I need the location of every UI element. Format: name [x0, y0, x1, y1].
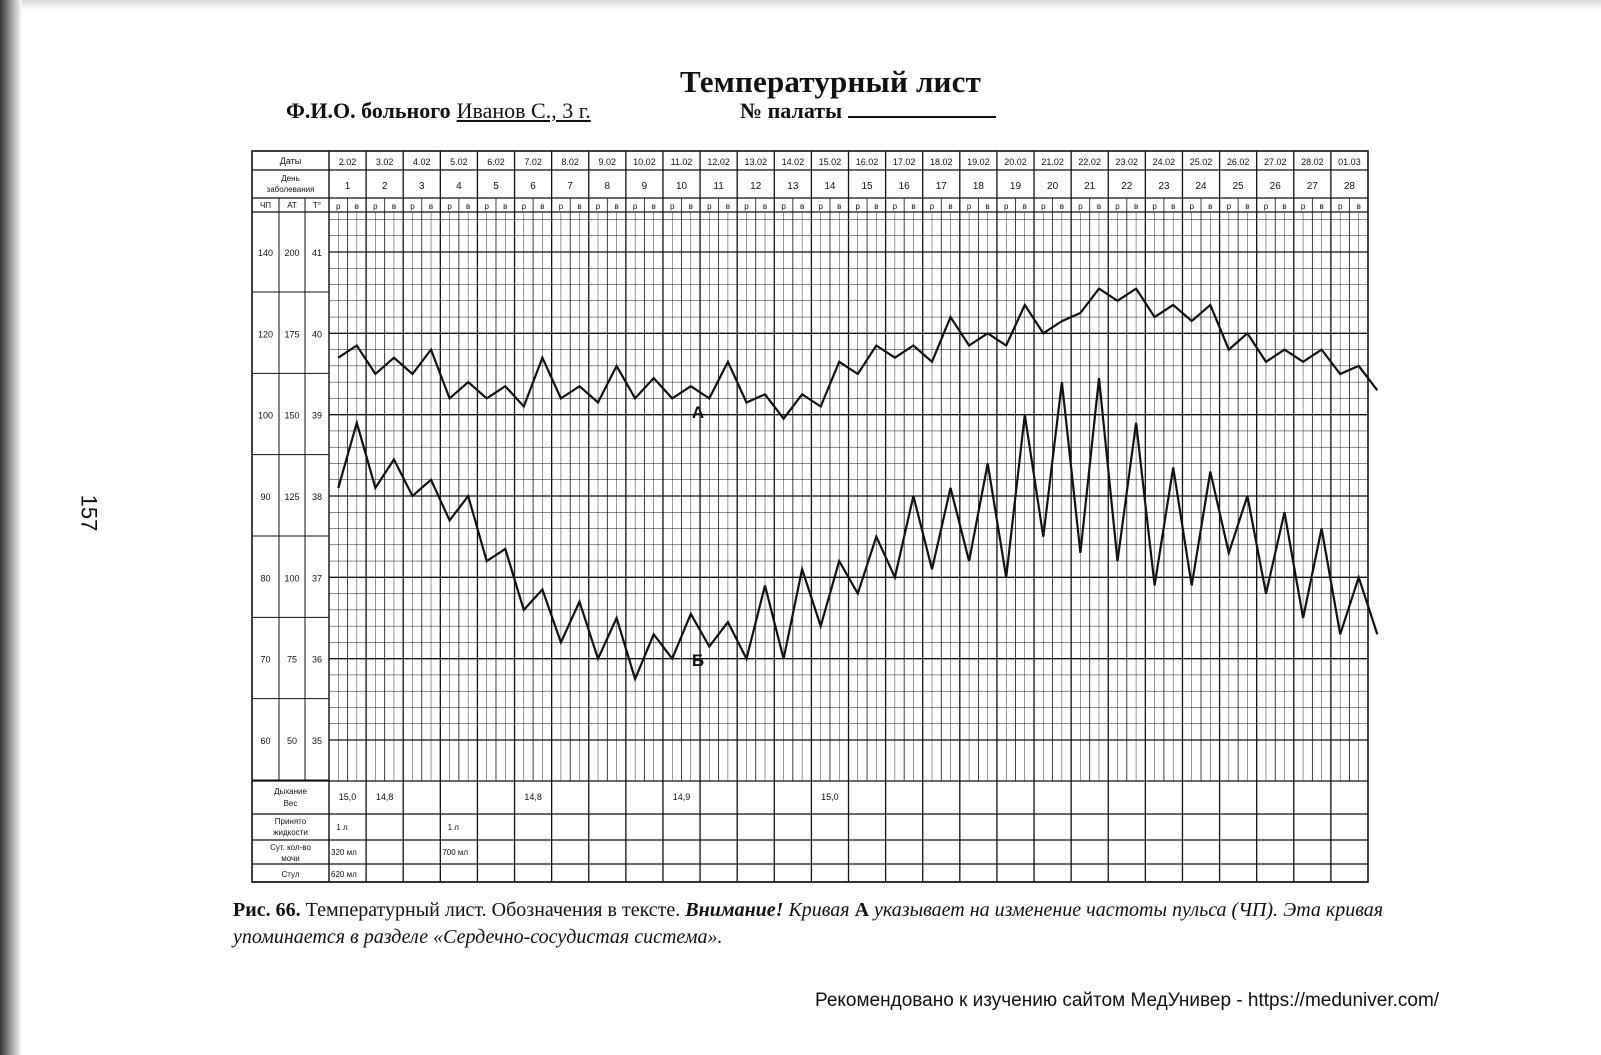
- caption-italic1: Кривая: [783, 899, 855, 921]
- label-stool: Стул: [281, 870, 300, 879]
- label-fluid-1: Принято: [274, 817, 307, 826]
- mark-evening: в: [762, 202, 768, 211]
- day-number-25: 25: [1232, 181, 1244, 192]
- scale-hr-120: 120: [257, 329, 274, 340]
- day-number-27: 27: [1306, 181, 1318, 192]
- urine-value: 320 мл: [331, 848, 357, 857]
- day-number-11: 11: [713, 181, 724, 192]
- scale-bp-150: 150: [284, 410, 300, 421]
- footer-note: Рекомендовано к изучению сайтом МедУнивер - https://meduniver.com/: [815, 990, 1440, 1011]
- day-number-20: 20: [1047, 181, 1059, 192]
- mark-evening: в: [1282, 202, 1287, 211]
- mark-evening: в: [428, 202, 434, 211]
- urine-value: 700 мл: [442, 848, 469, 857]
- day-number-10: 10: [675, 181, 688, 192]
- day-number-24: 24: [1195, 181, 1207, 192]
- date-label-1: 2.02: [338, 157, 357, 167]
- page-number: 157: [76, 494, 102, 532]
- label-day-1: День: [281, 174, 300, 183]
- date-label-15: 16.02: [855, 157, 879, 167]
- day-number-21: 21: [1084, 181, 1096, 192]
- scale-t-36: 36: [311, 654, 323, 665]
- mark-morning: р: [781, 202, 786, 211]
- scale-t-37: 37: [311, 573, 323, 584]
- label-hr: ЧП: [259, 201, 272, 210]
- date-label-8: 9.02: [598, 157, 617, 167]
- scale-hr-70: 70: [260, 654, 271, 665]
- date-label-14: 15.02: [818, 157, 842, 167]
- mark-morning: р: [484, 202, 489, 211]
- date-label-18: 19.02: [967, 157, 990, 167]
- breath-weight-value: 14,9: [672, 792, 691, 802]
- date-label-3: 4.02: [413, 157, 431, 167]
- date-label-19: 20.02: [1004, 157, 1027, 167]
- mark-morning: р: [410, 202, 415, 211]
- caption-bold-a: А: [854, 899, 870, 921]
- date-label-2: 3.02: [375, 157, 394, 167]
- mark-evening: в: [688, 202, 693, 211]
- date-label-24: 25.02: [1189, 157, 1213, 167]
- day-number-19: 19: [1009, 181, 1022, 192]
- day-number-9: 9: [641, 181, 648, 192]
- date-label-25: 26.02: [1226, 157, 1250, 167]
- label-urine-1: Сут. кол-во: [270, 843, 311, 852]
- mark-morning: р: [595, 202, 601, 211]
- mark-morning: р: [744, 202, 749, 211]
- date-label-21: 22.02: [1078, 157, 1101, 167]
- mark-morning: р: [892, 202, 898, 211]
- mark-evening: в: [837, 202, 842, 211]
- scale-hr-100: 100: [257, 410, 274, 421]
- day-number-28: 28: [1343, 181, 1356, 192]
- scale-hr-90: 90: [260, 492, 271, 502]
- mark-evening: в: [651, 202, 656, 211]
- day-number-2: 2: [381, 181, 388, 192]
- scale-bp-75: 75: [286, 654, 298, 665]
- day-number-18: 18: [972, 181, 984, 192]
- mark-evening: в: [799, 202, 805, 211]
- figure-caption: [233, 897, 1473, 951]
- label-dates: Даты: [279, 156, 302, 166]
- caption-italic2: указывает на изменение частоты пульса (ЧП). Эта кривая упоминается в разделе «Сердечно-сосудистая система».: [233, 899, 1384, 948]
- fio-value: Иванов С., 3 г.: [456, 98, 591, 123]
- date-label-27: 28.02: [1301, 157, 1324, 167]
- label-urine-2: мочи: [281, 854, 300, 863]
- mark-morning: р: [1078, 202, 1083, 211]
- mark-morning: р: [1189, 202, 1194, 211]
- date-label-10: 11.02: [670, 157, 693, 167]
- day-number-22: 22: [1121, 181, 1133, 192]
- mark-morning: р: [670, 202, 675, 211]
- mark-morning: р: [1337, 202, 1343, 211]
- scale-hr-140: 140: [257, 248, 274, 258]
- day-number-26: 26: [1269, 181, 1281, 192]
- mark-evening: в: [503, 202, 508, 211]
- mark-evening: в: [540, 202, 545, 211]
- stool-value: 620 мл: [331, 870, 357, 879]
- mark-morning: р: [1041, 202, 1046, 211]
- mark-evening: в: [354, 202, 359, 211]
- scale-t-39: 39: [311, 410, 323, 421]
- mark-evening: в: [1356, 202, 1361, 211]
- scale-t-41: 41: [311, 248, 323, 258]
- caption-text: Температурный лист. Обозначения в тексте.: [300, 899, 686, 921]
- mark-evening: в: [1208, 202, 1213, 211]
- day-number-1: 1: [344, 181, 351, 192]
- curve-label-a: А: [691, 403, 705, 422]
- date-label-5: 6.02: [487, 157, 505, 167]
- mark-morning: р: [929, 202, 935, 211]
- date-label-17: 18.02: [930, 157, 953, 167]
- mark-evening: в: [1022, 202, 1027, 211]
- breath-weight-value: 15,0: [338, 792, 357, 802]
- scale-bp-100: 100: [284, 573, 300, 584]
- scale-t-35: 35: [311, 736, 323, 746]
- mark-morning: р: [1300, 202, 1306, 211]
- breath-weight-value: 14,8: [375, 792, 394, 802]
- mark-evening: в: [466, 202, 471, 211]
- mark-morning: р: [1152, 202, 1157, 211]
- scale-bp-175: 175: [284, 329, 300, 340]
- mark-evening: в: [1133, 202, 1139, 211]
- mark-evening: в: [1171, 202, 1176, 211]
- mark-evening: в: [948, 202, 953, 211]
- mark-evening: в: [725, 202, 731, 211]
- scale-hr-60: 60: [260, 736, 271, 746]
- mark-morning: р: [707, 202, 712, 211]
- fluid-value: 1 л: [336, 823, 348, 832]
- chart-frame: [252, 151, 1368, 882]
- mark-morning: р: [1003, 202, 1009, 211]
- date-label-13: 14.02: [781, 157, 805, 167]
- mark-evening: в: [911, 202, 916, 211]
- mark-evening: в: [1245, 202, 1250, 211]
- scale-hr-80: 80: [260, 573, 271, 584]
- caption-fig: Рис. 66.: [233, 899, 301, 921]
- date-label-7: 8.02: [561, 157, 579, 167]
- mark-evening: в: [614, 202, 619, 211]
- mark-morning: р: [558, 202, 564, 211]
- date-label-23: 24.02: [1152, 157, 1176, 167]
- caption-attention: Внимание!: [685, 899, 784, 921]
- scale-bp-50: 50: [286, 736, 298, 746]
- date-label-11: 12.02: [707, 157, 730, 167]
- day-number-6: 6: [530, 181, 536, 192]
- label-temp: T°: [312, 201, 322, 210]
- day-number-23: 23: [1158, 181, 1170, 192]
- page-title: Температурный лист: [680, 64, 982, 99]
- day-number-15: 15: [861, 181, 873, 192]
- mark-evening: в: [1059, 202, 1064, 211]
- mark-evening: в: [391, 202, 397, 211]
- mark-morning: р: [1115, 202, 1120, 211]
- mark-morning: р: [966, 202, 972, 211]
- label-bp: АТ: [287, 201, 297, 210]
- label-breath-1: Дыхание: [274, 787, 307, 796]
- mark-morning: р: [447, 202, 452, 211]
- mark-morning: р: [632, 202, 638, 211]
- fio-label: Ф.И.О. больного: [286, 98, 451, 123]
- day-number-17: 17: [935, 181, 947, 192]
- scale-bp-200: 200: [284, 248, 300, 258]
- curve-label-b: Б: [691, 651, 705, 670]
- mark-morning: р: [1226, 202, 1232, 211]
- mark-evening: в: [1319, 202, 1324, 211]
- scale-t-40: 40: [311, 329, 323, 340]
- label-fluid-2: жидкости: [273, 828, 308, 837]
- day-number-16: 16: [898, 181, 910, 192]
- ward-label: № палаты: [740, 98, 843, 123]
- date-label-16: 17.02: [892, 157, 916, 167]
- scale-bp-125: 125: [284, 492, 300, 502]
- day-number-4: 4: [456, 181, 462, 192]
- mark-morning: р: [336, 202, 341, 211]
- mark-morning: р: [855, 202, 861, 211]
- fluid-value: 1 л: [447, 823, 459, 832]
- day-number-5: 5: [493, 181, 499, 192]
- label-breath-2: Вес: [283, 799, 298, 808]
- mark-evening: в: [874, 202, 879, 211]
- date-label-12: 13.02: [744, 157, 767, 167]
- mark-morning: р: [818, 202, 823, 211]
- date-label-28: 01.03: [1338, 157, 1361, 167]
- mark-morning: р: [373, 202, 378, 211]
- label-day-2: заболевания: [266, 185, 315, 194]
- mark-evening: в: [577, 202, 582, 211]
- date-label-26: 27.02: [1263, 157, 1287, 167]
- mark-morning: р: [1263, 202, 1269, 211]
- day-number-7: 7: [567, 181, 573, 192]
- breath-weight-value: 15,0: [821, 792, 839, 802]
- date-label-6: 7.02: [524, 157, 542, 167]
- date-label-22: 23.02: [1115, 157, 1139, 167]
- scale-t-38: 38: [311, 492, 323, 502]
- day-number-3: 3: [418, 181, 425, 192]
- mark-morning: р: [521, 202, 527, 211]
- day-number-12: 12: [750, 181, 762, 192]
- date-label-20: 21.02: [1041, 157, 1064, 167]
- breath-weight-value: 14,8: [524, 792, 542, 802]
- day-number-14: 14: [824, 181, 836, 192]
- date-label-4: 5.02: [450, 157, 468, 167]
- day-number-13: 13: [787, 181, 799, 192]
- day-number-8: 8: [604, 181, 611, 192]
- mark-evening: в: [1096, 202, 1102, 211]
- mark-evening: в: [985, 202, 990, 211]
- date-label-9: 10.02: [633, 157, 656, 167]
